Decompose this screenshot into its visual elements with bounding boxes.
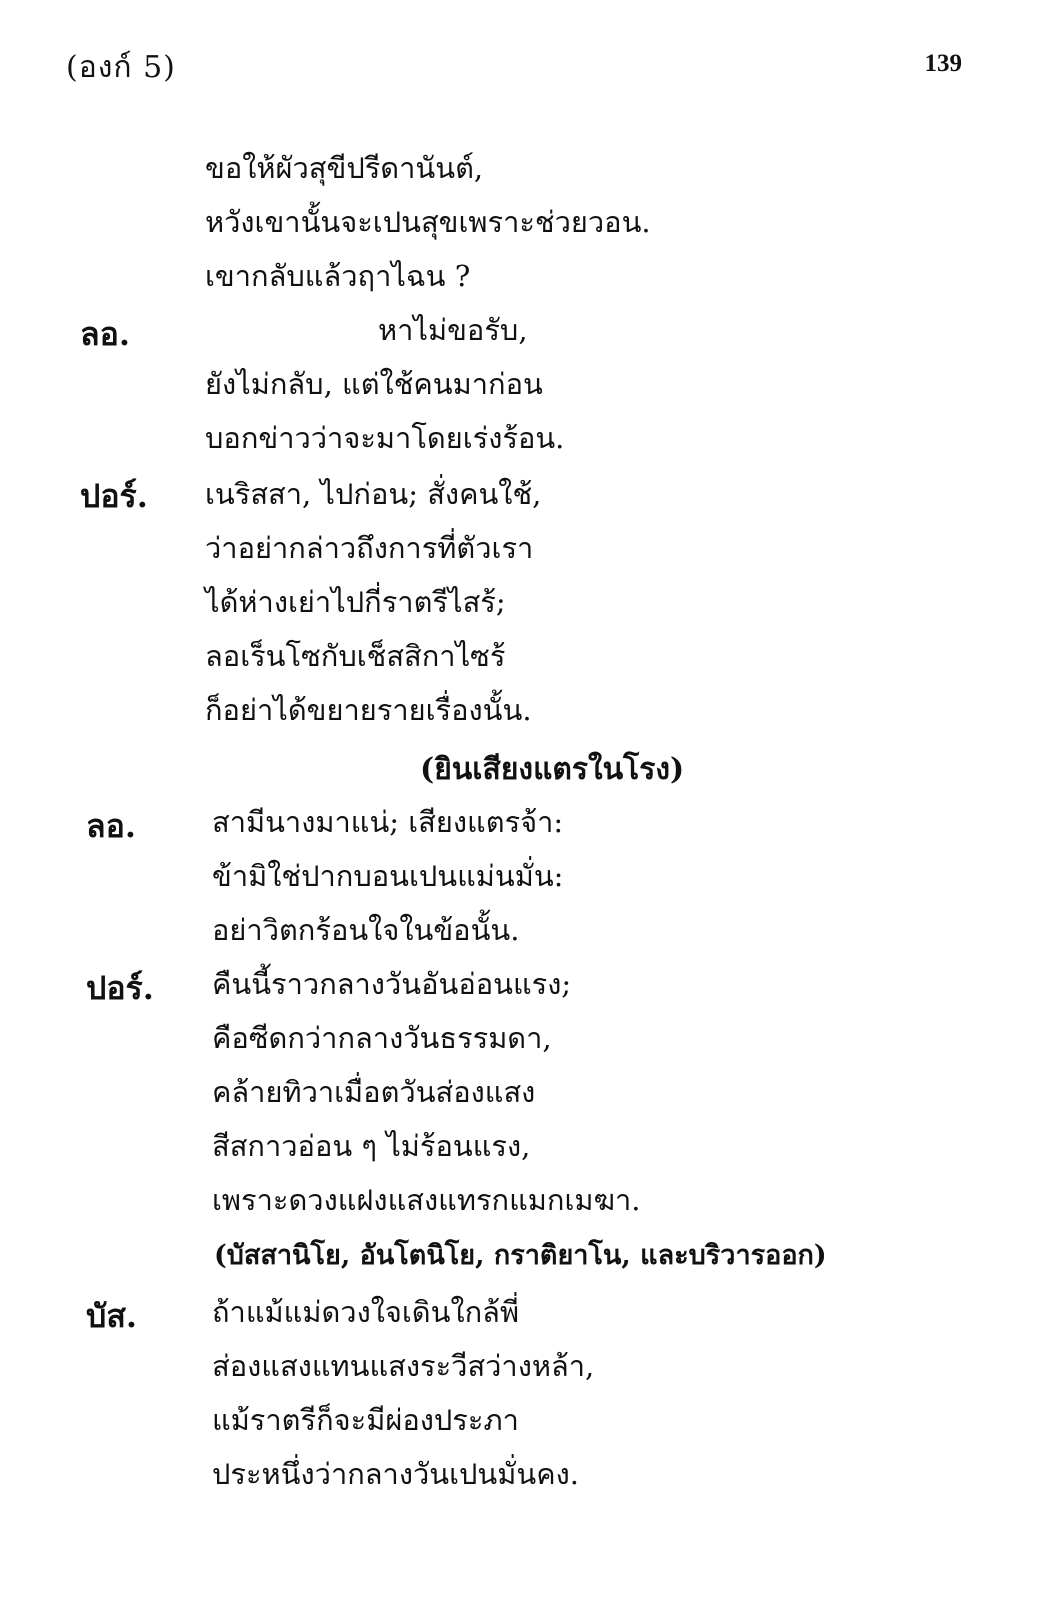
verse-line: สีสกาวอ่อน ๆ ไม่ร้อนแรง,	[212, 1129, 531, 1163]
verse-line: สามีนางมาแน่; เสียงแตรจ้า:	[212, 805, 564, 839]
verse-line: คือซีดกว่ากลางวันธรรมดา,	[212, 1021, 552, 1055]
verse-line: ว่าอย่ากล่าวถึงการที่ตัวเรา	[205, 531, 534, 565]
verse-line: ขอให้ผัวสุขีปรีดานันต์,	[205, 151, 484, 185]
verse-line: เขากลับแล้วฤาไฉน ?	[205, 259, 471, 293]
speaker-label: ปอร์.	[80, 477, 148, 515]
verse-line: ลอเร็นโซกับเช็สสิกาไซร้	[205, 639, 506, 673]
verse-line: ส่องแสงแทนแสงระวีสว่างหล้า,	[212, 1349, 595, 1383]
speaker-label: ลอ.	[86, 807, 136, 845]
verse-line: หาไม่ขอรับ,	[378, 313, 528, 347]
verse-line: ข้ามิใช่ปากบอนเปนแม่นมั่น:	[212, 859, 564, 893]
speaker-label: ปอร์.	[86, 969, 154, 1007]
verse-line: หวังเขานั้นจะเปนสุขเพราะช่วยวอน.	[205, 205, 651, 239]
verse-line: ประหนึ่งว่ากลางวันเปนมั่นคง.	[212, 1457, 579, 1491]
verse-line: แม้ราตรีก็จะมีผ่องประภา	[212, 1403, 519, 1437]
verse-line: ได้ห่างเย่าไปกี่ราตรีไสร้;	[205, 585, 506, 619]
verse-line: ยังไม่กลับ, แต่ใช้คนมาก่อน	[205, 367, 543, 401]
verse-line: คืนนี้ราวกลางวันอันอ่อนแรง;	[212, 967, 572, 1001]
verse-line: คล้ายทิวาเมื่อตวันส่องแสง	[212, 1075, 536, 1109]
page-number: 139	[924, 50, 962, 77]
speaker-label: บัส.	[86, 1297, 137, 1335]
verse-line: เนริสสา, ไปก่อน; สั่งคนใช้,	[205, 477, 542, 511]
stage-direction: (บัสสานิโย, อันโตนิโย, กราติยาโน, และบริวารออก)	[214, 1240, 827, 1271]
chapter-heading: (องก์ 5)	[66, 50, 176, 85]
verse-line: บอกข่าวว่าจะมาโดยเร่งร้อน.	[205, 421, 565, 455]
stage-direction: (ยินเสียงแตรในโรง)	[420, 752, 685, 787]
speaker-label: ลอ.	[80, 315, 130, 353]
verse-line: ถ้าแม้แม่ดวงใจเดินใกล้พี่	[212, 1295, 520, 1329]
verse-line: ก็อย่าได้ขยายรายเรื่องนั้น.	[205, 693, 532, 727]
verse-line: เพราะดวงแฝงแสงแทรกแมกเมฆา.	[212, 1183, 641, 1217]
verse-line: อย่าวิตกร้อนใจในข้อนั้น.	[212, 913, 520, 947]
